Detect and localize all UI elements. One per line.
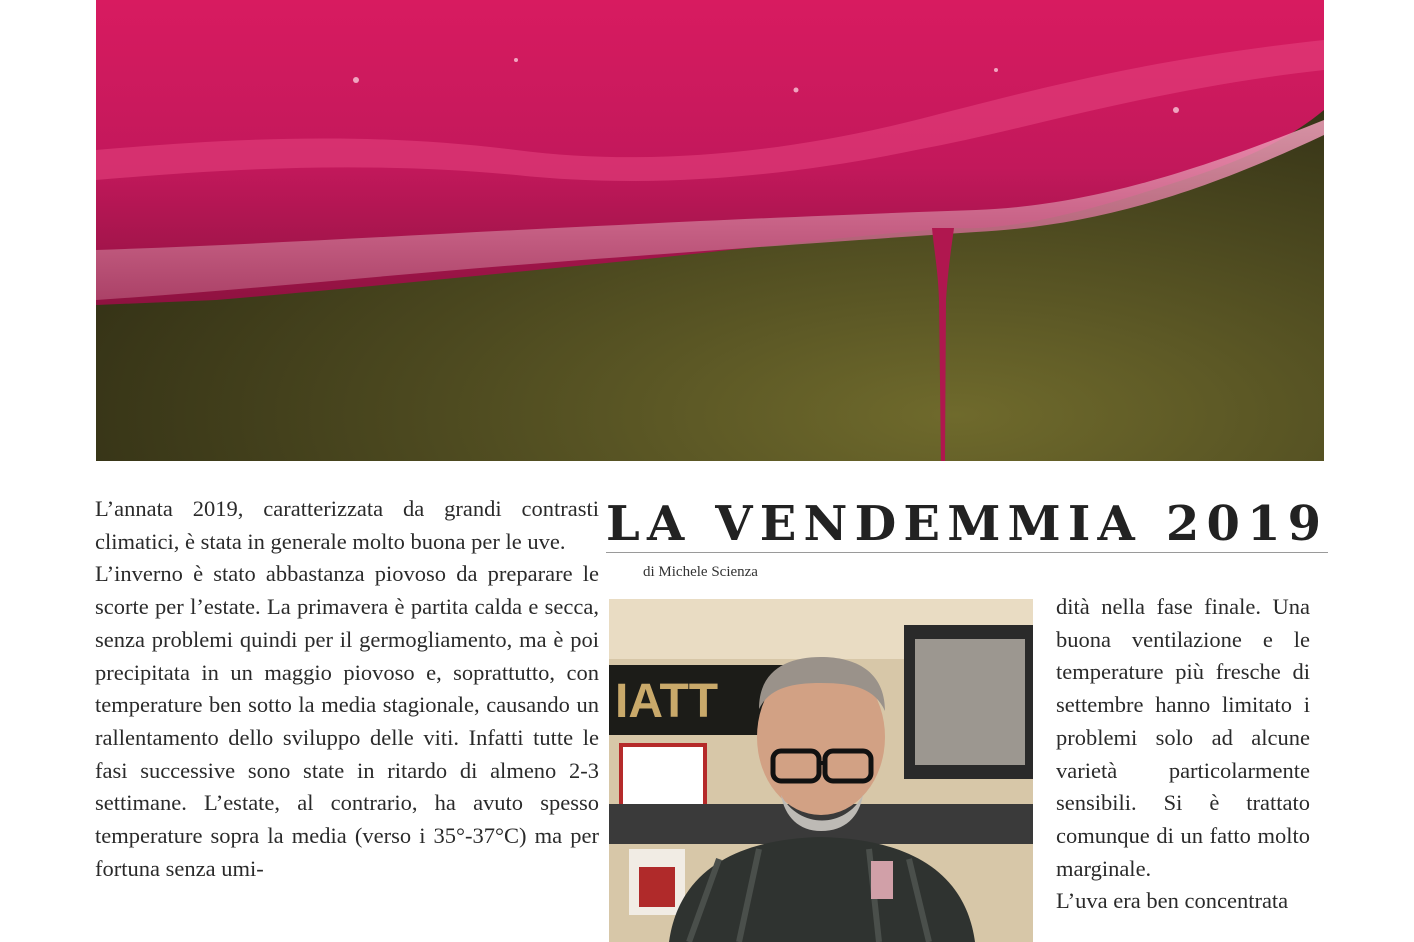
article-byline: di Michele Scienza bbox=[643, 564, 758, 580]
hero-image bbox=[96, 0, 1324, 461]
paragraph-intro: L’annata 2019, caratterizzata da grandi contrasti climatici, è stata in generale molto buona per le uve. bbox=[95, 496, 599, 554]
portrait-illustration bbox=[609, 599, 1033, 942]
paragraph-grapes: L’uva era ben concentrata bbox=[1056, 888, 1289, 914]
svg-text:IATT: IATT bbox=[615, 675, 719, 728]
paragraph-weather: L’inverno è stato abbastanza piovoso da preparare le scorte per l’estate. La primavera è partita calda e secca, senza problemi quindi per il germogliamento, ma è poi precipitata in un maggio piovoso e, soprattutto, con temperature ben sotto la media stagionale, causando un rallentamento dello sviluppo delle viti. Infatti tutte le fasi successive sono state in ritardo di almeno 2-3 settimane. L’estate, al contrario, ha avuto spesso temperature sopra la media (verso i 35°-37°C) ma per fortuna senza umi- bbox=[95, 561, 599, 881]
author-portrait bbox=[609, 599, 1033, 942]
paragraph-continued: dità nella fase finale. Una buona ventilazione e le temperature più fresche di settembre hanno limitato i problemi solo ad alcune varietà particolarmente sensibili. Si è trattato comunque di un fatto molto marginale. bbox=[1056, 594, 1310, 881]
article-column-right bbox=[1056, 591, 1310, 918]
article-column-left bbox=[95, 493, 599, 885]
wine-drip-illustration bbox=[96, 0, 1324, 461]
article-title: LA VENDEMMIA 2019 bbox=[606, 496, 1329, 552]
